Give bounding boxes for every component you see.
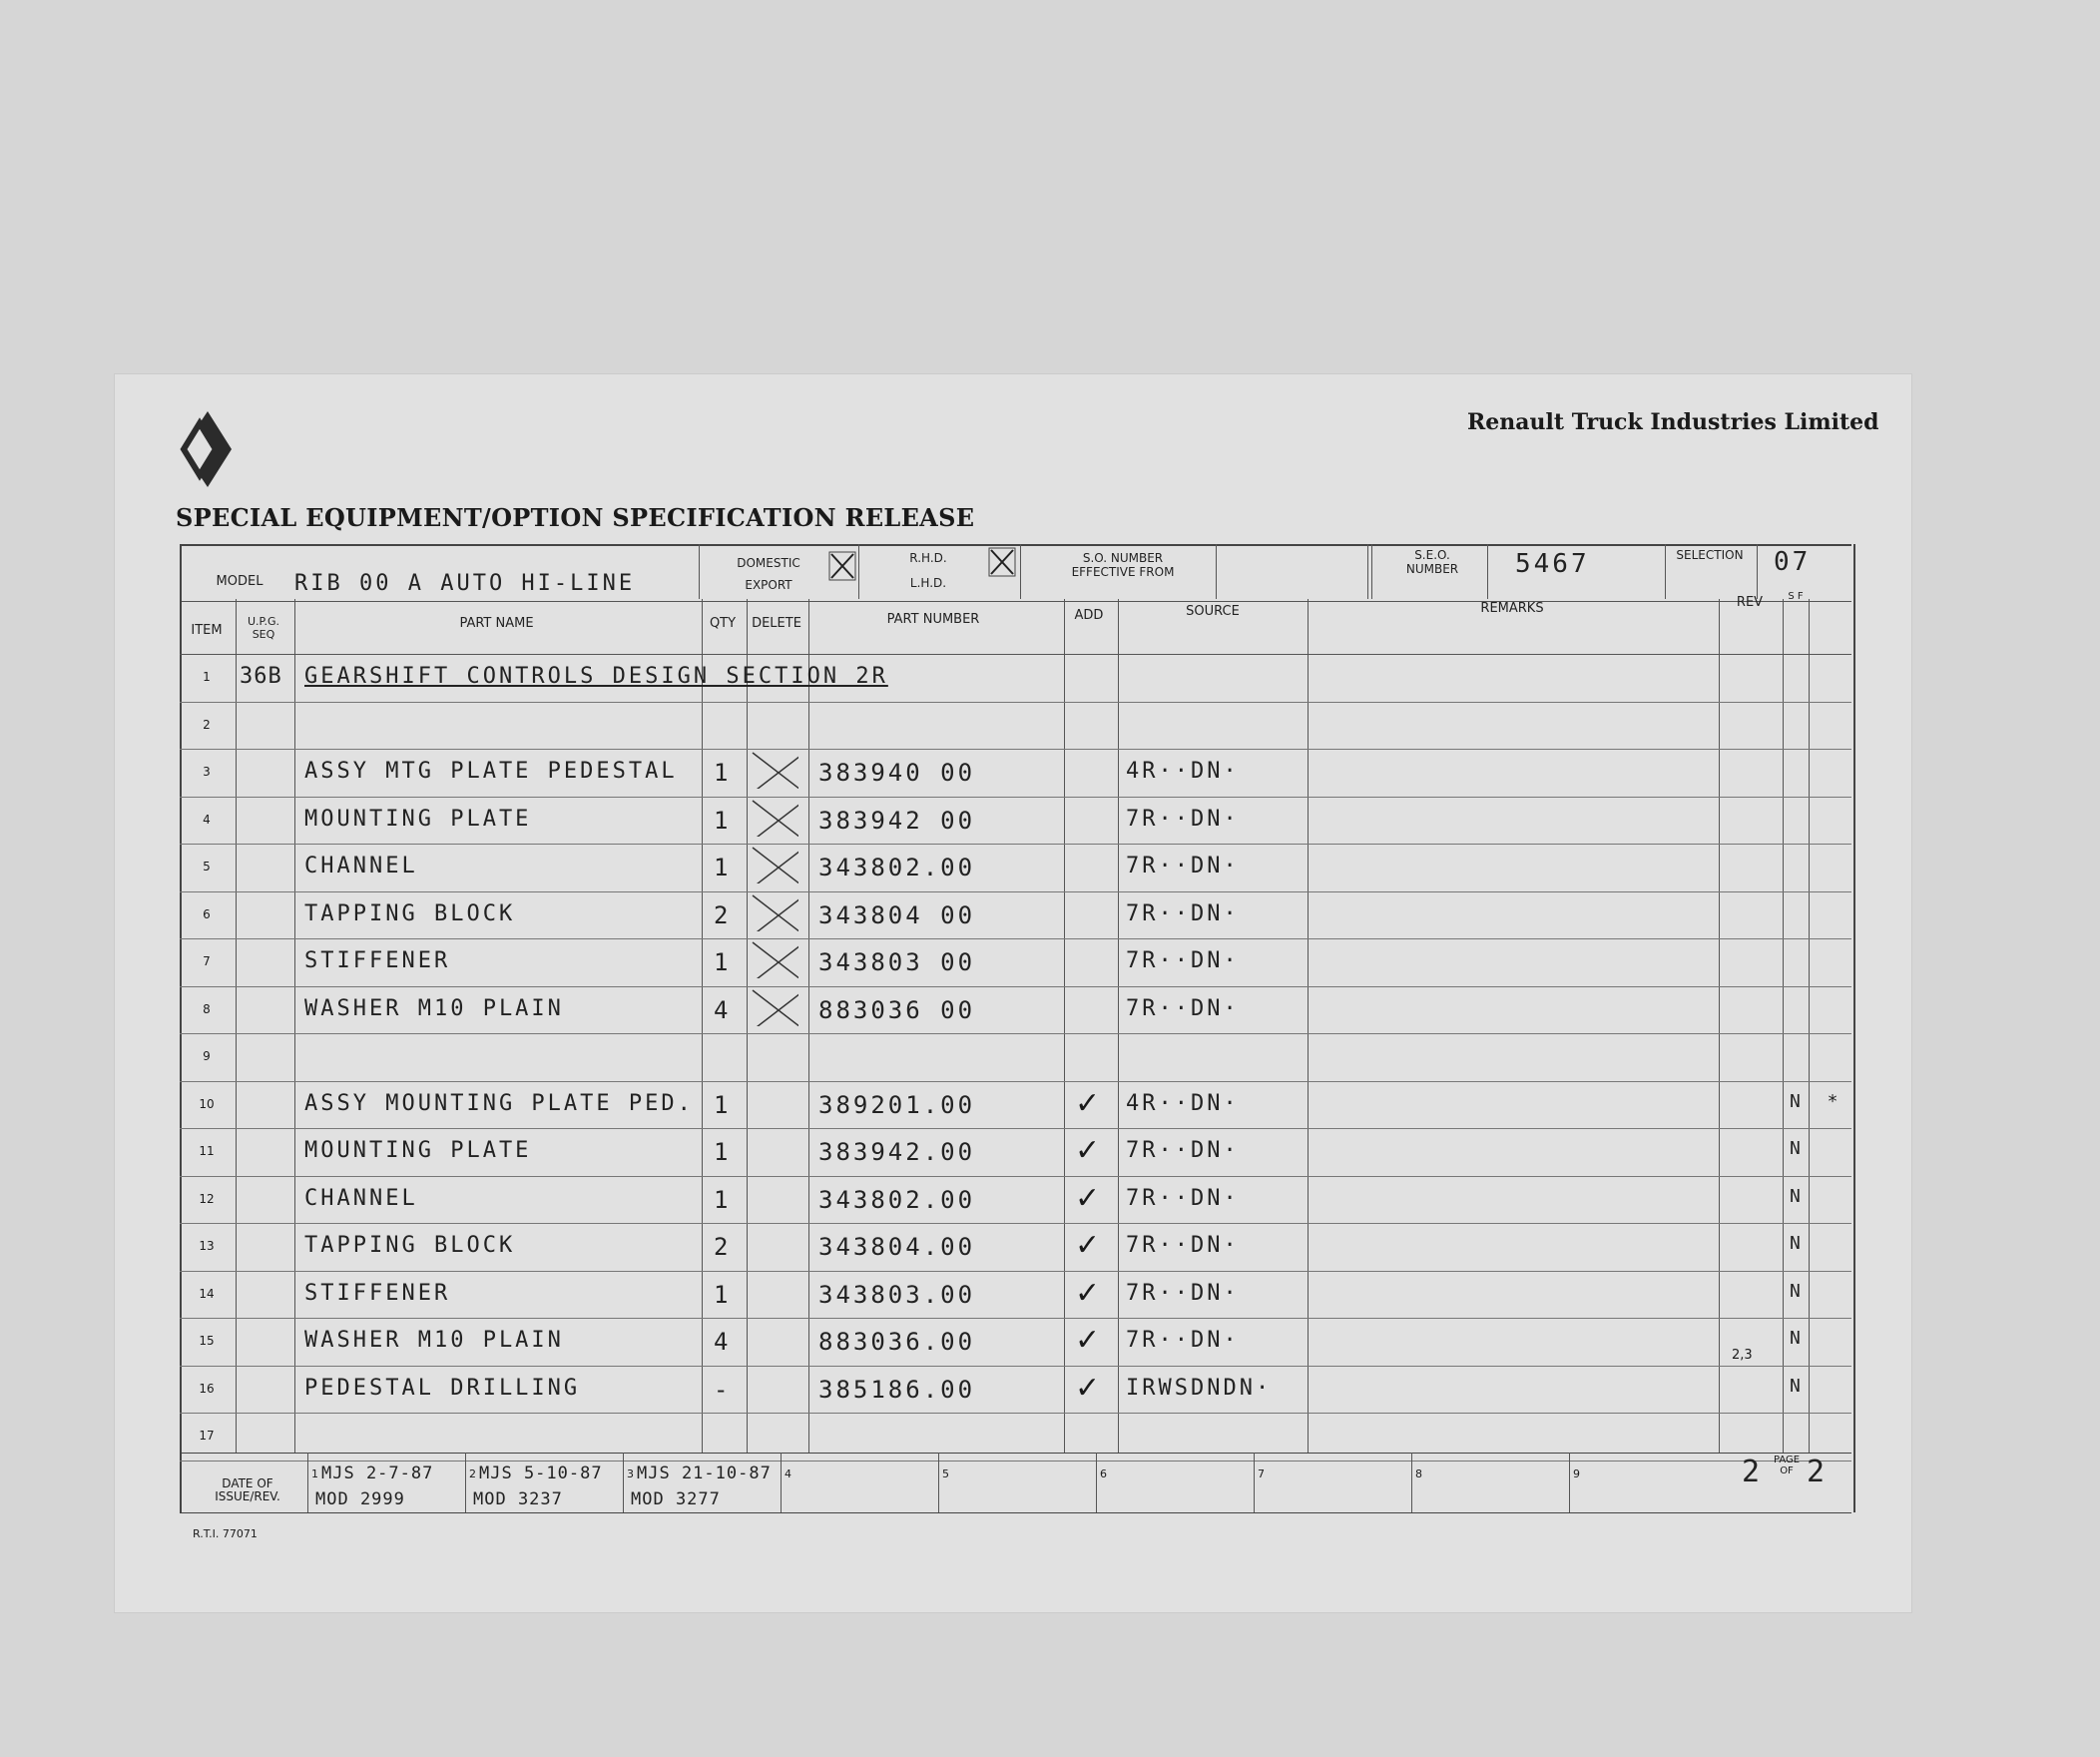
lhd-label: L.H.D. (909, 576, 947, 590)
item-number: 8 (203, 1001, 211, 1016)
source: 7R··DN· (1126, 948, 1240, 973)
row-rule (180, 1461, 1851, 1462)
export-label: EXPORT (745, 578, 792, 592)
quantity: 1 (714, 854, 732, 881)
source: 7R··DN· (1126, 900, 1240, 926)
column-divider (808, 599, 809, 1453)
revision-number: 8 (1415, 1467, 1422, 1480)
revision-author-date: MJS 5-10-87 (479, 1464, 603, 1483)
col-add: ADD (1074, 608, 1104, 623)
quantity: 1 (714, 1280, 732, 1309)
revision-divider (938, 1453, 939, 1512)
part-number: 385186.00 (818, 1375, 976, 1404)
col-sf: S F (1788, 591, 1804, 602)
row-rule (180, 986, 1851, 987)
revision-divider (465, 1453, 466, 1512)
source: IRWSDNDN· (1126, 1375, 1273, 1401)
column-divider (236, 599, 237, 1453)
row-rule (180, 938, 1851, 939)
part-number: 883036 00 (818, 995, 976, 1024)
quantity: 1 (714, 759, 732, 787)
col-remarks: REMARKS (1480, 601, 1544, 616)
column-divider (1118, 599, 1119, 1453)
footer-top-rule (180, 1453, 1851, 1454)
part-name: CHANNEL (304, 1185, 418, 1211)
col-delete: DELETE (752, 616, 801, 631)
part-number: 343803.00 (818, 1280, 976, 1309)
item-number: 3 (203, 765, 211, 779)
revision-number: 5 (942, 1467, 949, 1480)
rev-flag: N (1790, 1375, 1809, 1397)
renault-logo (180, 409, 240, 489)
quantity: 1 (714, 806, 732, 835)
revision-divider (1411, 1453, 1412, 1512)
part-number: 343802.00 (818, 1185, 976, 1214)
row-rule (180, 844, 1851, 845)
column-divider (1064, 599, 1065, 1453)
row-rule (180, 1081, 1851, 1082)
column-divider (747, 599, 748, 1453)
revision-divider (1096, 1453, 1097, 1512)
item-number: 14 (199, 1286, 215, 1301)
row-rule (180, 749, 1851, 750)
upg-seq: 36B (240, 664, 282, 689)
seo-number-label: S.E.O. NUMBER (1405, 548, 1459, 576)
part-name: MOUNTING PLATE (304, 1138, 532, 1163)
so-number-label: S.O. NUMBER EFFECTIVE FROM (1071, 551, 1175, 579)
form-code: R.T.I. 77071 (193, 1527, 258, 1540)
row-rule (180, 1318, 1851, 1319)
revision-divider (1254, 1453, 1255, 1512)
add-check-icon[interactable]: ✓ (1075, 1085, 1101, 1121)
rev-flag: N (1790, 1280, 1809, 1302)
add-check-icon[interactable]: ✓ (1075, 1323, 1101, 1358)
column-divider (1719, 599, 1720, 1453)
delete-mark[interactable] (751, 799, 798, 837)
column-divider (294, 599, 295, 1453)
part-number: 383940 00 (818, 759, 976, 787)
delete-mark[interactable] (751, 893, 798, 931)
col-upg-seq: U.P.G. SEQ (248, 615, 279, 641)
source: 4R··DN· (1126, 759, 1240, 784)
revision-mod-number: MOD 3237 (473, 1489, 563, 1509)
revision-number: 6 (1100, 1467, 1107, 1480)
part-number: 383942.00 (818, 1138, 976, 1166)
rev-flag: N (1790, 1233, 1809, 1254)
column-divider (1308, 599, 1309, 1453)
delete-mark[interactable] (751, 846, 798, 883)
table-frame (180, 544, 1855, 1512)
quantity: 2 (714, 1233, 732, 1261)
rhd-label: R.H.D. (909, 551, 947, 565)
revision-divider (1569, 1453, 1570, 1512)
seo-number-value: 5467 (1515, 549, 1590, 579)
revision-divider (623, 1453, 624, 1512)
part-number: 383942 00 (818, 806, 976, 835)
part-name: TAPPING BLOCK (304, 1233, 516, 1258)
item-number: 10 (199, 1096, 215, 1111)
quantity: 2 (714, 900, 732, 929)
add-check-icon[interactable]: ✓ (1075, 1228, 1101, 1263)
revision-number: 9 (1573, 1467, 1580, 1480)
selection-label: SELECTION (1676, 548, 1744, 562)
revision-number: 1 (311, 1467, 318, 1480)
rev-flag: N (1790, 1138, 1809, 1159)
revision-author-date: MJS 2-7-87 (321, 1464, 434, 1483)
item-number: 6 (203, 906, 211, 921)
page-of-label: PAGE OF (1773, 1455, 1801, 1476)
footer-bottom-rule (180, 1512, 1851, 1513)
rev-flag: N (1790, 1185, 1809, 1207)
delete-mark[interactable] (751, 988, 798, 1026)
source: 7R··DN· (1126, 1138, 1240, 1163)
part-number: 343802.00 (818, 854, 976, 881)
revision-mod-number: MOD 3277 (631, 1489, 721, 1509)
part-name: ASSY MTG PLATE PEDESTAL (304, 759, 678, 784)
part-number: 883036.00 (818, 1328, 976, 1356)
column-divider (702, 599, 703, 1453)
item-number: 15 (199, 1334, 215, 1348)
col-qty: QTY (709, 616, 737, 631)
add-check-icon[interactable]: ✓ (1075, 1133, 1101, 1168)
revision-number: 3 (627, 1467, 634, 1480)
rev-flag: N * (1790, 1090, 1846, 1112)
model-label: MODEL (216, 574, 263, 589)
delete-mark[interactable] (751, 751, 798, 789)
add-check-icon[interactable]: ✓ (1075, 1180, 1101, 1216)
company-name: Renault Truck Industries Limited (1467, 409, 1879, 435)
quantity: 4 (714, 995, 732, 1024)
revision-author-date: MJS 21-10-87 (637, 1464, 772, 1483)
part-name: WASHER M10 PLAIN (304, 1328, 564, 1353)
part-name: ASSY MOUNTING PLATE PED. (304, 1090, 694, 1116)
part-name: STIFFENER (304, 948, 451, 973)
date-of-issue-label: DATE OF ISSUE/REV. (215, 1476, 280, 1504)
quantity: 4 (714, 1328, 732, 1356)
page-number: 2 (1742, 1455, 1764, 1489)
part-name: PEDESTAL DRILLING (304, 1375, 581, 1401)
part-name: CHANNEL (304, 854, 418, 878)
source: 7R··DN· (1126, 1185, 1240, 1211)
source: 7R··DN· (1126, 995, 1240, 1021)
form-title: SPECIAL EQUIPMENT/OPTION SPECIFICATION RELEASE (176, 503, 975, 532)
column-divider (1783, 599, 1784, 1453)
item-number: 12 (199, 1191, 215, 1206)
delete-mark[interactable] (751, 940, 798, 978)
col-rev: REV (1736, 595, 1764, 610)
row-rule (180, 1366, 1851, 1367)
row-rule (180, 702, 1851, 703)
selection-value: 07 (1774, 547, 1812, 577)
row-rule (180, 1128, 1851, 1129)
quantity: 1 (714, 1090, 732, 1119)
col-part-number: PART NUMBER (886, 612, 980, 627)
revision-number: 4 (785, 1467, 791, 1480)
revision-number: 7 (1258, 1467, 1265, 1480)
column-header-rule (180, 654, 1851, 655)
row-rule (180, 891, 1851, 892)
source: 4R··DN· (1126, 1090, 1240, 1116)
part-name: GEARSHIFT CONTROLS DESIGN SECTION 2R (304, 664, 888, 689)
revision-mod-number: MOD 2999 (315, 1489, 405, 1509)
item-number: 11 (199, 1144, 215, 1158)
item-number: 17 (199, 1429, 215, 1443)
item-number: 9 (203, 1049, 211, 1063)
part-number: 343804.00 (818, 1233, 976, 1261)
row-rule (180, 797, 1851, 798)
col-source: SOURCE (1186, 604, 1240, 619)
quantity: - (714, 1375, 732, 1404)
source: 7R··DN· (1126, 806, 1240, 832)
page-total: 2 (1807, 1455, 1829, 1489)
revision-divider (307, 1453, 308, 1512)
part-name: TAPPING BLOCK (304, 900, 516, 926)
quantity: 1 (714, 948, 732, 976)
rev-note: 2,3 (1732, 1348, 1753, 1363)
source: 7R··DN· (1126, 854, 1240, 878)
source: 7R··DN· (1126, 1328, 1240, 1353)
part-name: MOUNTING PLATE (304, 806, 532, 832)
domestic-label: DOMESTIC (737, 556, 800, 570)
row-rule (180, 1176, 1851, 1177)
revision-number: 2 (469, 1467, 476, 1480)
part-name: STIFFENER (304, 1280, 451, 1306)
column-divider (1809, 599, 1810, 1453)
add-check-icon[interactable]: ✓ (1075, 1370, 1101, 1406)
part-number: 389201.00 (818, 1090, 976, 1119)
source: 7R··DN· (1126, 1280, 1240, 1306)
row-rule (180, 1271, 1851, 1272)
part-name: WASHER M10 PLAIN (304, 995, 564, 1021)
rev-flag: N (1790, 1328, 1809, 1349)
row-rule (180, 1413, 1851, 1414)
quantity: 1 (714, 1138, 732, 1166)
add-check-icon[interactable]: ✓ (1075, 1275, 1101, 1311)
item-number: 5 (203, 860, 211, 874)
col-part-name: PART NAME (459, 616, 534, 631)
item-number: 4 (203, 812, 211, 827)
col-item: ITEM (191, 623, 223, 638)
row-rule (180, 1223, 1851, 1224)
revision-divider (781, 1453, 782, 1512)
item-number: 13 (199, 1239, 215, 1253)
item-number: 16 (199, 1381, 215, 1396)
item-number: 1 (203, 670, 211, 684)
quantity: 1 (714, 1185, 732, 1214)
source: 7R··DN· (1126, 1233, 1240, 1258)
part-number: 343803 00 (818, 948, 976, 976)
row-rule (180, 1033, 1851, 1034)
model-value: RIB 00 A AUTO HI-LINE (294, 571, 636, 596)
item-number: 7 (203, 954, 211, 968)
item-number: 2 (203, 717, 211, 732)
part-number: 343804 00 (818, 900, 976, 929)
